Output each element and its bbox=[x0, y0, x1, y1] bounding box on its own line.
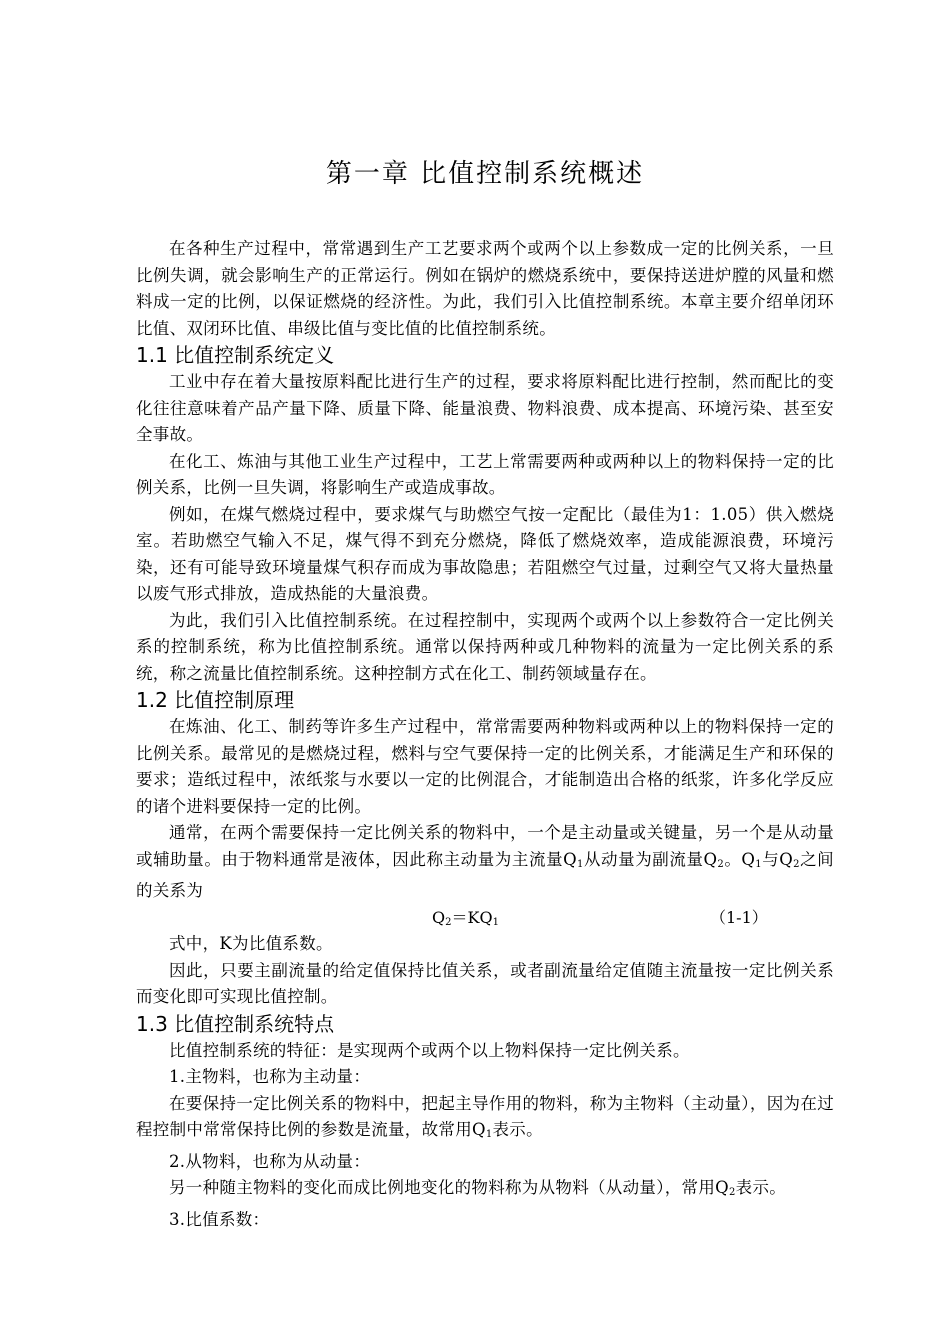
list-item-text: 在要保持一定比例关系的物料中，把起主导作用的物料，称为主物料（主动量），因为在过程控制中常常保持比例的参数是流量，故常用$Q_1$表示。 bbox=[136, 1093, 834, 1140]
formula: $Q_2=KQ_1$ bbox=[432, 907, 499, 928]
document-page bbox=[136, 150, 834, 1233]
list-item-title: 3.比值系数： bbox=[169, 1209, 270, 1229]
paragraph: 在化工、炼油与其他工业生产过程中，工艺上常需要两种或两种以上的物料保持一定的比例关系，比例一旦失调，将影响生产或造成事故。 bbox=[136, 451, 834, 497]
section-heading-1-3: 1.3 比值控制系统特点 bbox=[136, 1011, 335, 1036]
formula-row bbox=[136, 905, 834, 932]
paragraph: 例如，在煤气燃烧过程中，要求煤气与助燃空气按一定配比（最佳为1：1.05）供入燃烧室。若助燃空气输入不足，煤气得不到充分燃烧，降低了燃烧效率，造成能源浪费，环境污染，还有可能导致环境量煤气积存而成为事故隐患；若阻燃空气过量，过剩空气又将大量热量以废气形式排放，造成热能的大量浪费。 bbox=[136, 504, 834, 603]
chapter-title: 第一章 比值控制系统概述 bbox=[325, 159, 645, 189]
list-item-title: 1.主物料，也称为主动量： bbox=[169, 1067, 371, 1086]
section-heading-1-2: 1.2 比值控制原理 bbox=[136, 688, 295, 712]
paragraph: 工业中存在着大量按原料配比进行生产的过程，要求将原料配比进行控制，然而配比的变化往往意味着产品产量下降、质量下降、能量浪费、物料浪费、成本提高、环境污染、甚至安全事故。 bbox=[136, 372, 834, 444]
paragraph: 为此，我们引入比值控制系统。在过程控制中，实现两个或两个以上参数符合一定比例关系的控制系统，称为比值控制系统。通常以保持两种或几种物料的流量为一定比例关系的系统，称之流量比值控制系统。这种控制方式在化工、制药领域量存在。 bbox=[136, 610, 834, 683]
paragraph: 在炼油、化工、制药等许多生产过程中，常常需要两种物料或两种以上的物料保持一定的比例关系。最常见的是燃烧过程，燃料与空气要保持一定的比例关系，才能满足生产和环保的要求；造纸过程中，浓纸浆与水要以一定的比例混合，才能制造出合格的纸浆，许多化学反应的诸个进料要保持一定的比例。 bbox=[136, 717, 834, 816]
formula-note: 式中，K为比值系数。 bbox=[169, 934, 333, 953]
list-item-text: 另一种随主物料的变化而成比例地变化的物料称为从物料（从动量），常用$Q_2$表示。 bbox=[169, 1178, 787, 1198]
paragraph-flow-relation: 通常，在两个需要保持一定比例关系的物料中，一个是主动量或关键量，另一个是从动量或辅助量。由于物料通常是液体，因此称主动量为主流量$Q_1$从动量为副流量$Q_2$。$Q_1$与$Q_2$之间的关系为 bbox=[136, 823, 834, 900]
section-heading-1-1: 1.1 比值控制系统定义 bbox=[136, 343, 335, 367]
formula-number: （1-1） bbox=[710, 907, 768, 927]
intro-paragraph: 在各种生产过程中，常常遇到生产工艺要求两个或两个以上参数成一定的比例关系，一旦比例失调，就会影响生产的正常运行。例如在锅炉的燃烧系统中，要保持送进炉膛的风量和燃料成一定的比例，以保证燃烧的经济性。为此，我们引入比值控制系统。本章主要介绍单闭环比值、双闭环比值、串级比值与变比值的比值控制系统。 bbox=[136, 239, 834, 338]
paragraph: 因此，只要主副流量的给定值保持比值关系，或者副流量给定值随主流量按一定比例关系而变化即可实现比值控制。 bbox=[136, 960, 834, 1006]
list-item-title: 2.从物料，也称为从动量： bbox=[169, 1151, 371, 1171]
paragraph: 比值控制系统的特征：是实现两个或两个以上物料保持一定比例关系。 bbox=[169, 1040, 690, 1060]
